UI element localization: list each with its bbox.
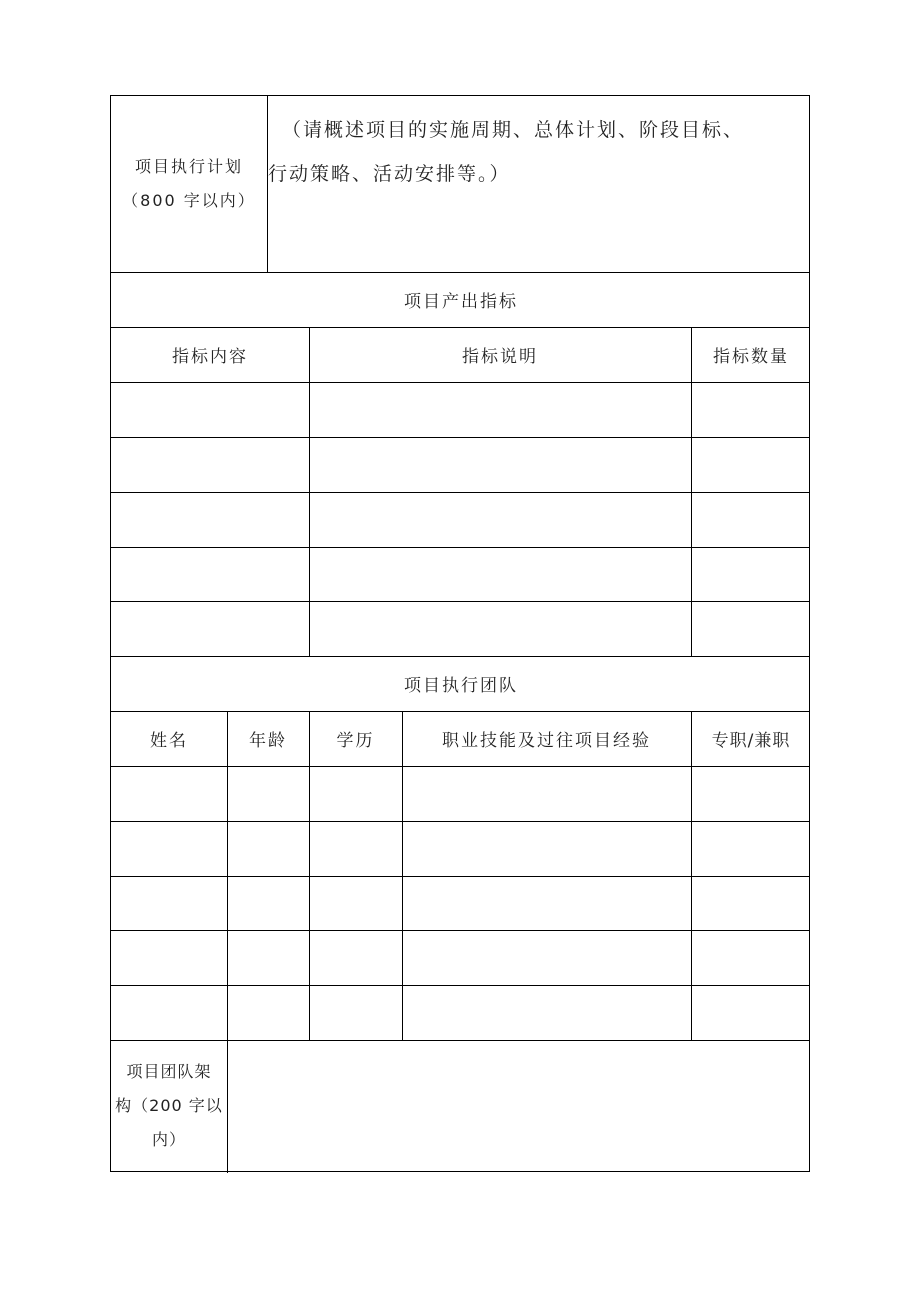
structure-label-line2: 构（200 字以 [115,1096,223,1115]
output-row-1[interactable] [111,382,811,437]
output-row-3[interactable] [111,492,811,547]
plan-label [111,96,267,272]
team-row-5[interactable] [111,985,811,1040]
team-header-age: 年龄 [249,731,287,751]
team-row-1[interactable] [111,766,811,821]
team-section-title: 项目执行团队 [404,676,518,696]
output-row-5[interactable] [111,601,811,656]
team-row-4[interactable] [111,930,811,985]
structure-content-area[interactable] [228,1040,810,1172]
plan-label-line2: （800 字以内） [122,191,256,210]
form-table [110,95,810,1172]
structure-label-line3: 内） [151,1130,186,1149]
output-header-desc: 指标说明 [462,347,538,367]
team-header-name: 姓名 [150,731,188,751]
team-header-experience: 职业技能及过往项目经验 [442,731,651,751]
plan-label-line1: 项目执行计划 [134,157,243,176]
structure-label-line1: 项目团队架 [126,1062,212,1081]
structure-label [111,1040,227,1172]
team-row-2[interactable] [111,821,811,876]
output-row-4[interactable] [111,547,811,601]
team-header-education: 学历 [336,731,375,751]
output-header-content: 指标内容 [172,347,248,367]
output-row-2[interactable] [111,437,811,492]
plan-hint-line2: 行动策略、活动安排等。） [268,163,511,185]
plan-content-area[interactable] [268,96,810,272]
team-header-fulltime: 专职/兼职 [711,731,791,751]
plan-hint-line1: （请概述项目的实施周期、总体计划、阶段目标、 [282,119,745,141]
team-row-3[interactable] [111,876,811,930]
output-section-title: 项目产出指标 [404,292,518,312]
output-header-qty: 指标数量 [713,347,789,367]
